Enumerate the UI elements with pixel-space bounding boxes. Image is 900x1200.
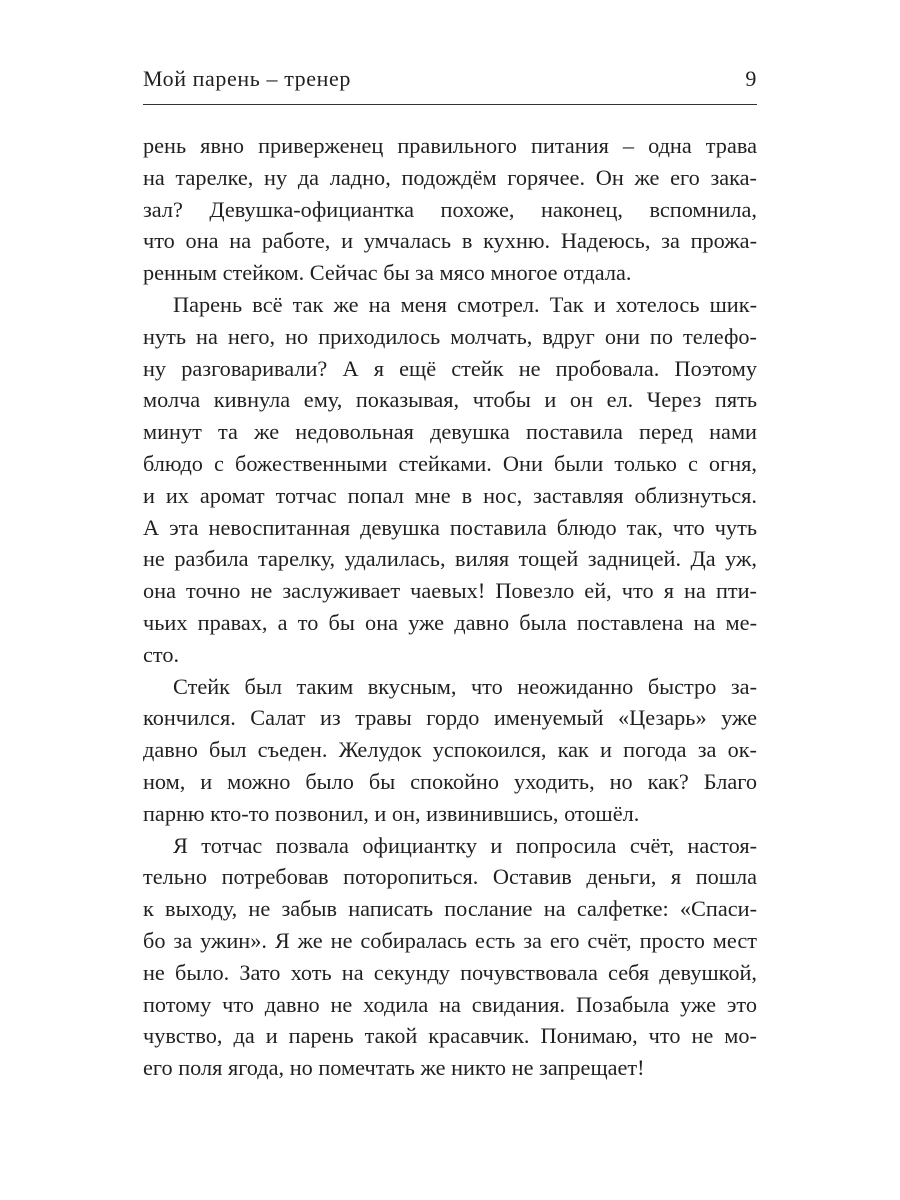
text-line: блюдо с божественными стейками. Они были только с огня, [143, 450, 757, 476]
text-line: Я тотчас позвала официантку и попросила счёт, настоя- [173, 832, 757, 858]
running-header [143, 66, 757, 98]
text-line: и их аромат тотчас попал мне в нос, заставляя облизнуться. [143, 482, 757, 508]
running-title: Мой парень – тренер [143, 66, 351, 91]
text-line: сто. [143, 641, 180, 667]
text-line: что она на работе, и умчалась в кухню. Надеюсь, за прожа- [143, 228, 757, 254]
paragraph [143, 130, 757, 289]
text-line: ренным стейком. Сейчас бы за мясо многое отдала. [143, 260, 632, 286]
page-body-text [143, 130, 757, 1084]
text-line: чьих правах, а то бы она уже давно была поставлена на ме- [143, 609, 757, 635]
text-line: кончился. Салат из травы гордо именуемый «Цезарь» уже [143, 705, 757, 731]
text-line: к выходу, не забыв написать послание на салфетке: «Спаси- [143, 896, 757, 922]
header-rule [143, 104, 757, 105]
text-line: не было. Зато хоть на секунду почувствовала себя девушкой, [143, 959, 757, 985]
text-line: Стейк был таким вкусным, что неожиданно быстро за- [173, 673, 757, 699]
paragraph [143, 830, 757, 1084]
text-line: рень явно приверженец правильного питания – одна трава [143, 133, 757, 158]
text-line: чувство, да и парень такой красавчик. Понимаю, что не мо- [143, 1023, 757, 1049]
text-line: ном, и можно было бы спокойно уходить, но как? Благо [143, 768, 757, 794]
text-line: она точно не заслуживает чаевых! Повезло ей, что я на пти- [143, 578, 757, 604]
text-line: парню кто-то позвонил, и он, извинившись, отошёл. [143, 800, 640, 826]
text-line: потому что давно не ходила на свидания. Позабыла уже это [143, 991, 757, 1017]
paragraph [143, 671, 757, 830]
text-line: давно был съеден. Желудок успокоился, как и погода за ок- [143, 737, 757, 763]
text-line: его поля ягода, но помечтать же никто не запрещает! [143, 1055, 645, 1081]
text-line: зал? Девушка-официантка похоже, наконец, вспомнила, [143, 196, 757, 222]
text-line: молча кивнула ему, показывая, чтобы и он ел. Через пять [143, 387, 757, 413]
text-line: А эта невоспитанная девушка поставила блюдо так, что чуть [143, 514, 757, 540]
text-line: не разбила тарелку, удалилась, виляя тощей задницей. Да уж, [143, 546, 757, 572]
text-line: бо за ужин». Я же не собиралась есть за его счёт, просто мест [143, 927, 757, 953]
text-line: нуть на него, но приходилось молчать, вдруг они по телефо- [143, 323, 757, 349]
paragraph [143, 289, 757, 671]
text-line: Парень всё так же на меня смотрел. Так и хотелось шик- [173, 291, 757, 317]
text-line: ну разговаривали? А я ещё стейк не пробовала. Поэтому [143, 355, 757, 381]
page-number: 9 [745, 66, 757, 91]
text-line: тельно потребовав поторопиться. Оставив деньги, я пошла [143, 864, 757, 890]
text-line: минут та же недовольная девушка поставила перед нами [143, 419, 757, 445]
text-line: на тарелке, ну да ладно, подождём горячее. Он же его зака- [143, 164, 757, 190]
